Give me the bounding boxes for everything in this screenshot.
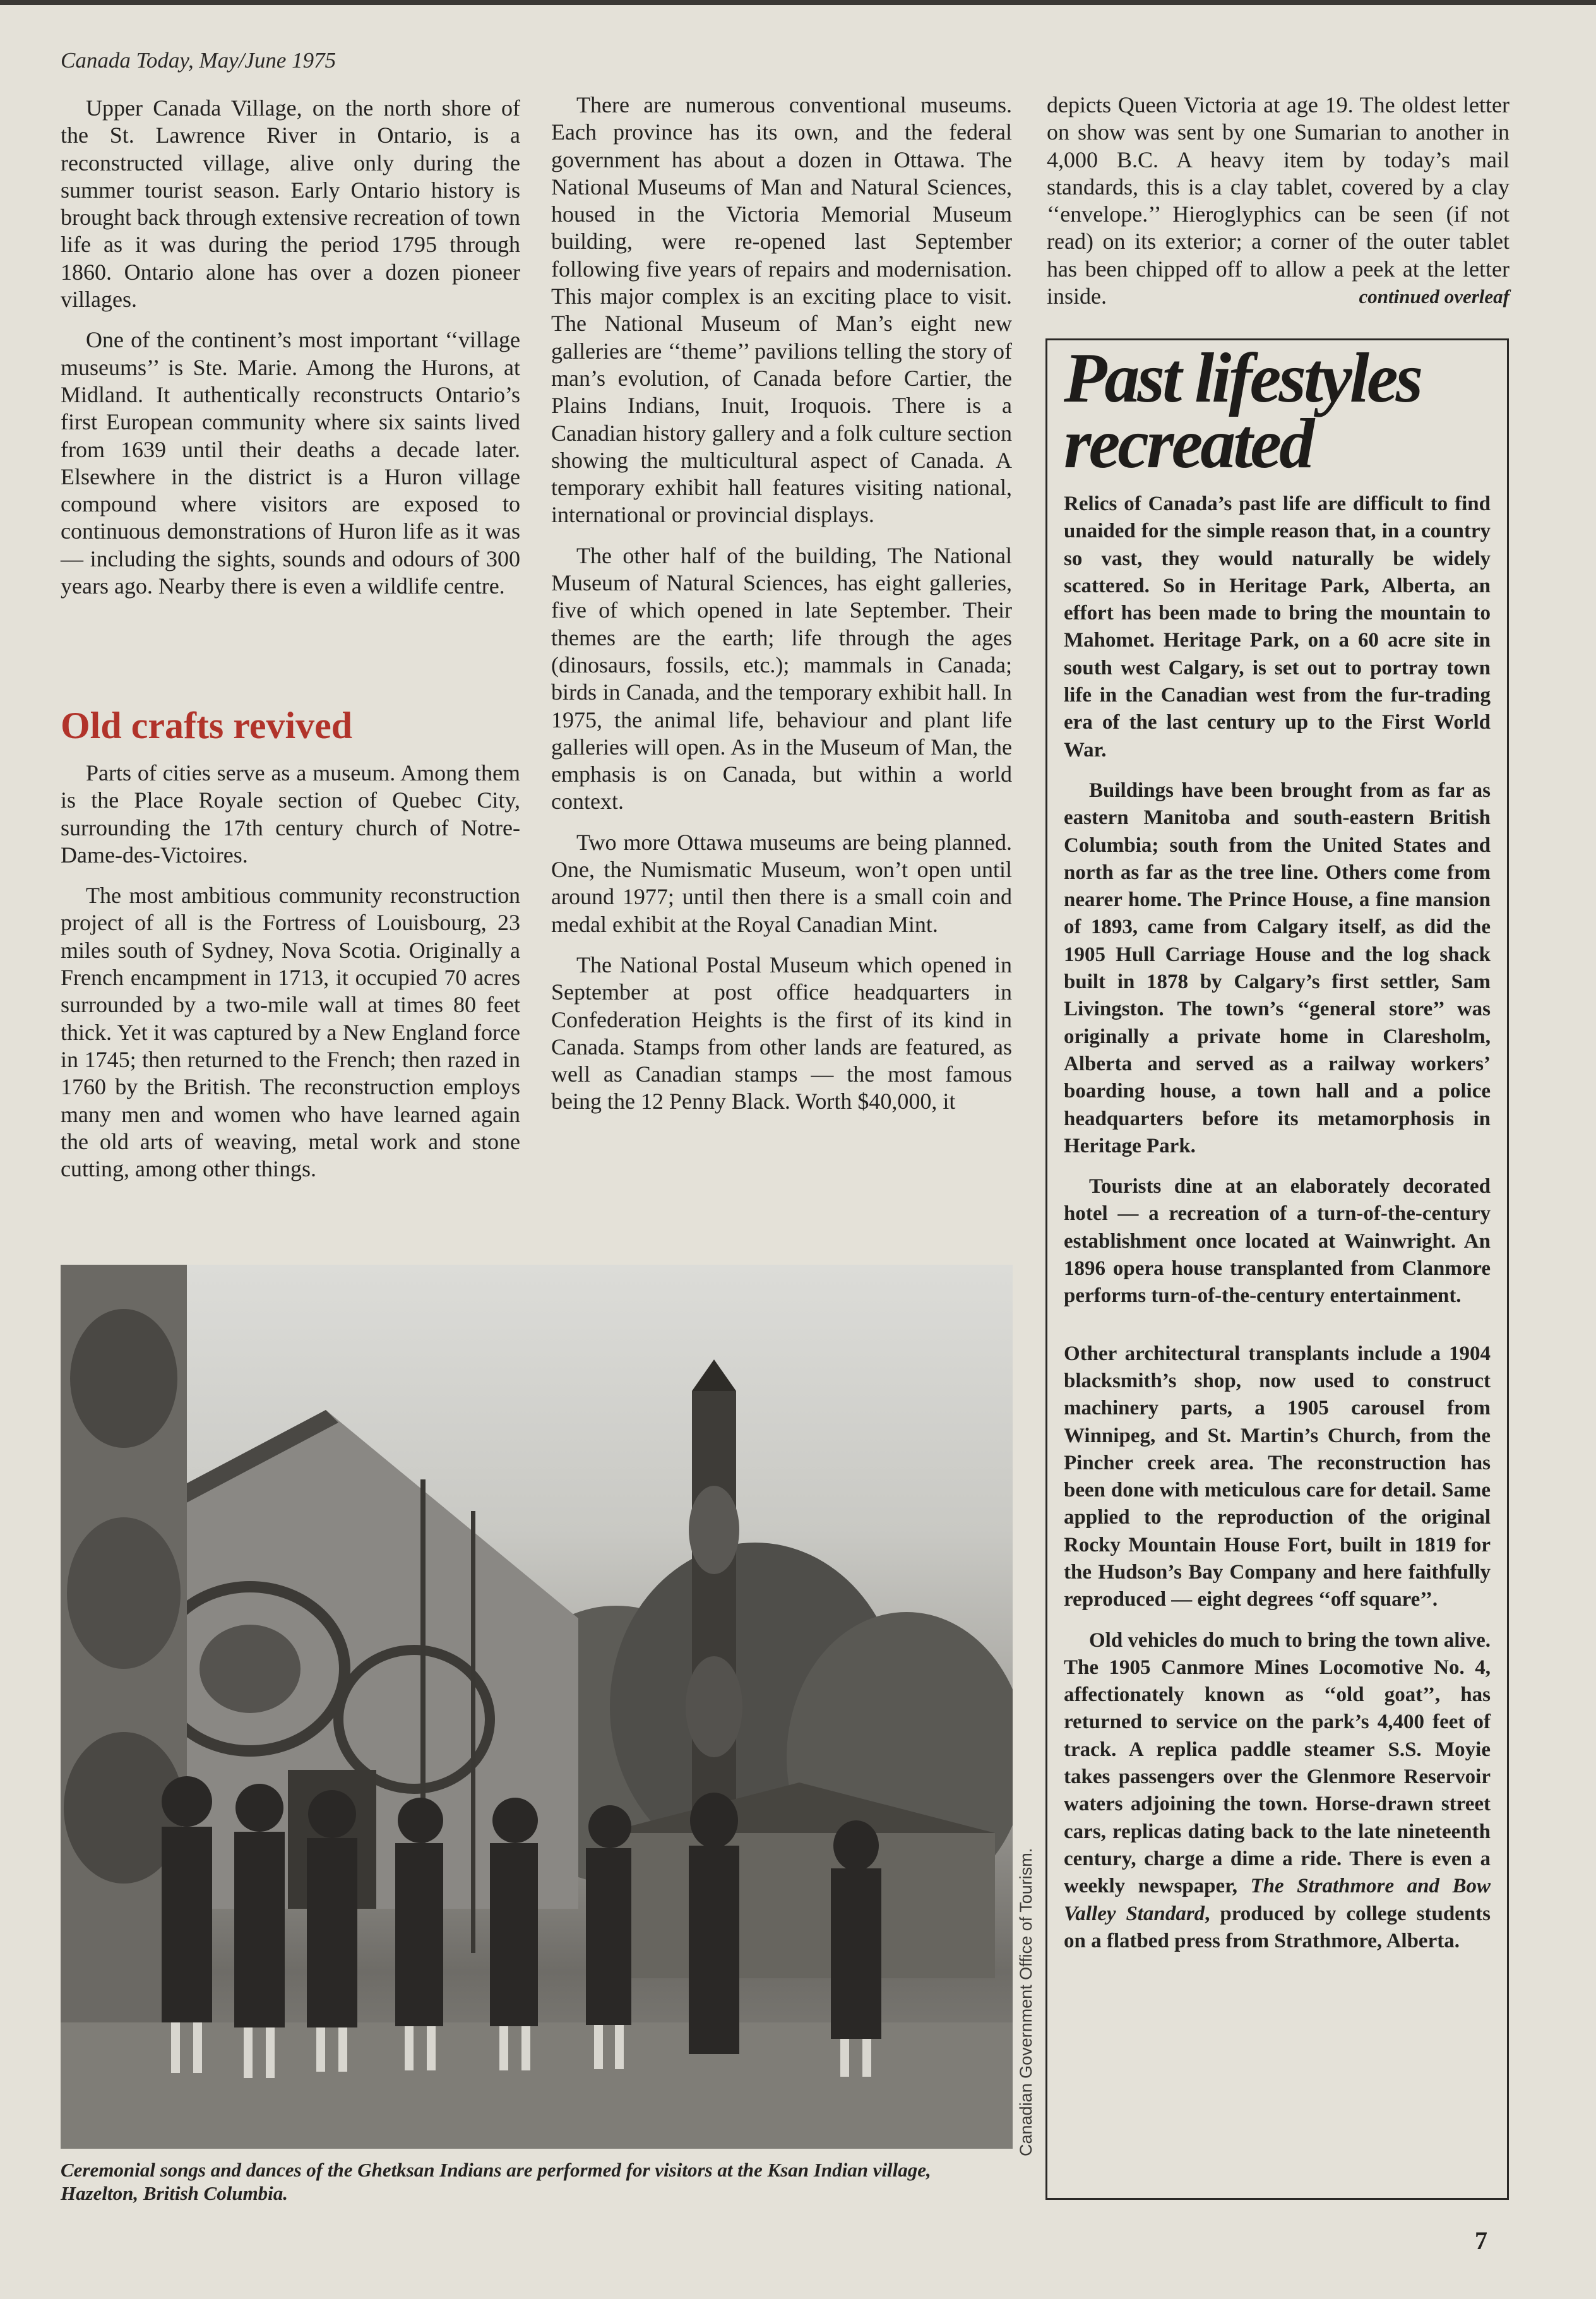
photo-caption: Ceremonial songs and dances of the Ghetksan Indians are performed for visitors at the Ksan Indian village, Hazelton, British Columbia. — [61, 2159, 931, 2204]
continued-note: continued overleaf — [1359, 285, 1510, 308]
paragraph-text: depicts Queen Victoria at age 19. The oldest letter on show was sent by one Sumarian to another in 4,000 B.C. A heavy item by today’s mail standards, this is a clay tablet, covered by a clay ‘‘envelope.’’ Hieroglyphics can be seen (if not read) on its exterior; a corner of the outer tablet has been chipped off to allow a peek at the letter inside. — [1047, 92, 1510, 309]
sidebar-box — [1045, 338, 1509, 2200]
paragraph: The most ambitious community reconstruction project of all is the Fortress of Louisbourg, 23 miles south of Sydney, Nova Scotia. Originally a French encampment in 1713, it occupied 70 acres surrounded by a two-mile wall at times 80 feet thick. Yet it was captured by a New England force in 1745; then returned to the French; then razed in 1760 by the British. The reconstruction employs many men and women who have learned again the old arts of weaving, metal work and stone cutting, among other things. — [61, 883, 520, 1182]
page-number: 7 — [1475, 2226, 1487, 2255]
paragraph: The other half of the building, The National Museum of Natural Sciences, has eight galleries, five of which opened in late September. Their themes are the earth; life through the ages (dinosaurs, fossils, etc.); mammals in Canada; birds in Canada, and the temporary exhibit hall. In 1975, the animal life, behaviour and plant life galleries will open. As in the Museum of Man, the emphasis is on Canada, but within a world context. — [551, 542, 1012, 815]
photo-illustration — [61, 1265, 1013, 2149]
paragraph: Upper Canada Village, on the north shore of the St. Lawrence River in Ontario, is a reconstructed village, alive only during the summer tourist season. Early Ontario history is brought back through extensive recreation of town life as it was during the period 1795 through 1860. Ontario alone has over a dozen pioneer villages. — [61, 95, 520, 313]
column-2 — [551, 92, 1012, 1129]
paragraph: Parts of cities serve as a museum. Among them is the Place Royale section of Quebec City, surrounding the 17th century church of Notre-Dame-des-Victoires. — [61, 760, 520, 868]
sidebar-paragraph: Other architectural transplants include a 1904 blacksmith’s shop, now used to construct machinery parts, a 1905 carousel from Winnipeg, and St. Martin’s Church, from the Pincher creek area. The reconstruction has been done with meticulous care for detail. Same applied to the reproduction of the original Rocky Mountain House Fort, built in 1819 for the Hudson’s Bay Company and here faithfully reproduced — eight degrees ‘‘off square’’. — [1064, 1342, 1491, 1611]
page-edge — [0, 0, 1596, 5]
sidebar-paragraph — [1064, 1627, 1491, 1956]
sidebar-title: Past lifestyles recreated — [1064, 339, 1421, 483]
paragraph: Two more Ottawa museums are being planned. One, the Numismatic Museum, won’t open until around 1977; until then there is a small coin and medal exhibit at the Royal Canadian Mint. — [551, 829, 1012, 937]
column-3-top — [1047, 92, 1510, 323]
column-1-top — [61, 95, 520, 613]
photo-ceremonial-dance — [61, 1265, 1013, 2149]
sidebar-paragraph: Relics of Canada’s past life are difficult to find unaided for the simple reason that, in a country so vast, they would naturally be widely scattered. So in Heritage Park, Alberta, an effort has been made to bring the mountain to Mahomet. Heritage Park, on a 60 acre site in south west Calgary, is set out to portray town life in the Canadian west from the fur-trading era of the last century up to the First World War. — [1064, 493, 1491, 761]
paragraph — [1047, 92, 1510, 310]
sidebar-paragraph: Buildings have been brought from as far as eastern Manitoba and south-eastern British Columbia; south from the United States and north as far as the tree line. Others come from nearer home. The Prince House, a fine mansion of 1893, came from Calgary itself, as did the 1905 Hull Carriage House and the log shack built in 1878 by Calgary’s first settler, Sam Livingston. The town’s ‘‘general store’’ was originally a private home in Claresholm, Alberta and served as a railway workers’ boarding house, a town hall and a police headquarters before its metamorphosis in Heritage Park. — [1064, 779, 1491, 1157]
paragraph: The National Postal Museum which opened in September at post office headquarters in Confederation Heights is the first of its kind in Canada. Stamps from other lands are featured, as well as Canadian stamps — the most famous being the 12 Penny Black. Worth $40,000, it — [551, 952, 1012, 1114]
sidebar-paragraph: Tourists dine at an elaborately decorated hotel — a recreation of a turn-of-the-century establishment once located at Wainwright. An 1896 opera house transplanted from Clanmore performs turn-of-the-century entertainment. — [1064, 1175, 1491, 1308]
section-heading: Old crafts revived — [61, 705, 353, 746]
photo-credit: Canadian Government Office of Tourism. — [1016, 1848, 1035, 2156]
sidebar-text: Old vehicles do much to bring the town alive. The 1905 Canmore Mines Locomotive No. 4, affectionately known as ‘‘old goat’’, has returned to service on the park’s 4,400 feet of track. A replica paddle steamer S.S. Moyie takes passengers over the Glenmore Reservoir waters adjoining the town. Horse-drawn street cars, replicas dating back to the late nineteenth century, charge a dime a ride. There is even a weekly newspaper, — [1064, 1628, 1491, 1898]
paragraph: One of the continent’s most important ‘‘village museums’’ is Ste. Marie. Among the Hurons, at Midland. It authentically reconstructs Ontario’s first European community where six saints lived from 1639 until their deaths a decade later. Elsewhere in the district is a Huron village compound where visitors are exposed to continuous demonstrations of Huron life as it was — including the sights, sounds and odours of 300 years ago. Nearby there is even a wildlife centre. — [61, 327, 520, 599]
sidebar-text: , produced by college students on a flatbed press from Strathmore, Alberta. — [1064, 1902, 1491, 1952]
newspaper-title: The Strathmore and Bow Valley Standard — [1064, 1875, 1491, 1925]
running-head: Canada Today, May/June 1975 — [61, 48, 336, 73]
column-1-bottom — [61, 760, 520, 1196]
paragraph: There are numerous conventional museums. Each province has its own, and the federal government has about a dozen in Ottawa. The National Museums of Man and Natural Sciences, housed in the Victoria Memorial Museum building, were re-opened last September following five years of repairs and modernisation. This major complex is an exciting place to visit. The National Museum of Man’s eight new galleries are ‘‘theme’’ pavilions telling the story of man’s evolution, of Canada before Cartier, the Plains Indians, Inuit, Iroquois. There is a Canadian history gallery and a folk culture section showing the multicultural aspect of Canada. A temporary exhibit hall features visiting national, international or provincial displays. — [551, 92, 1012, 528]
